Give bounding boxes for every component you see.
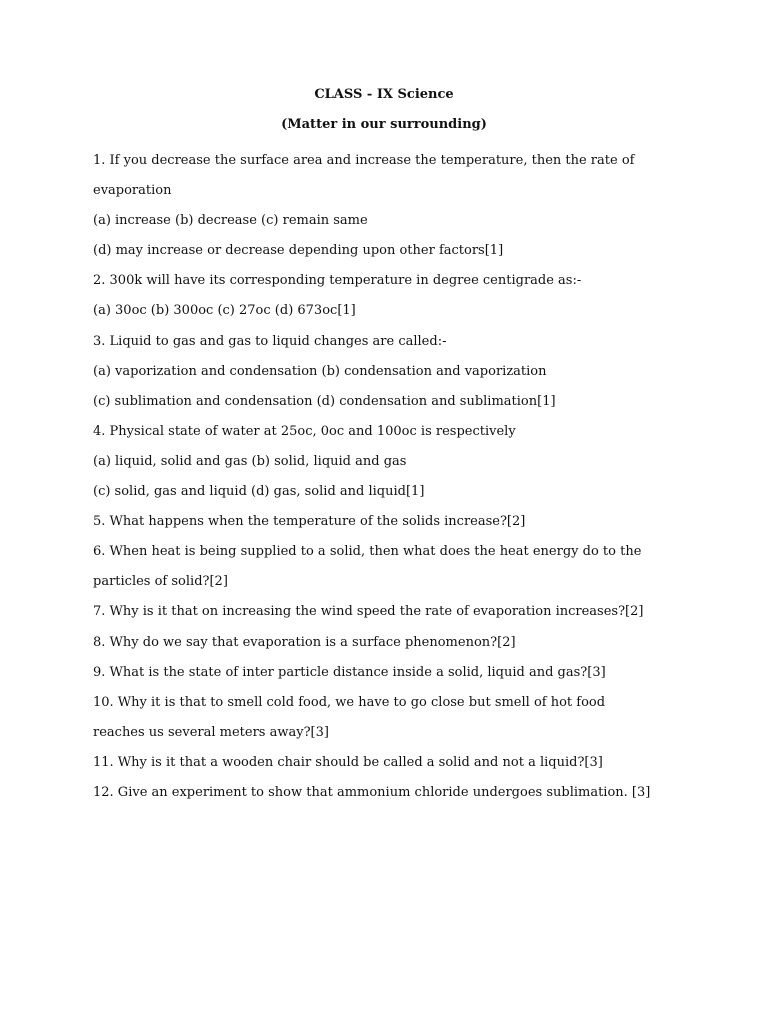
question-list (93, 146, 733, 808)
option-line: (a) increase (b) decrease (c) remain same (93, 213, 368, 229)
question-line: 5. What happens when the temperature of the solids increase?[2] (93, 514, 526, 530)
question-line: reaches us several meters away?[3] (93, 724, 329, 740)
question-line: 1. If you decrease the surface area and increase the temperature, then the rate of (93, 153, 635, 168)
question-line: 3. Liquid to gas and gas to liquid changes are called:- (93, 333, 447, 349)
question-line: 10. Why it is that to smell cold food, we have to go close but smell of hot food (93, 694, 606, 710)
question-line: 8. Why do we say that evaporation is a surface phenomenon?[2] (93, 634, 516, 650)
option-line: (c) sublimation and condensation (d) condensation and sublimation[1] (93, 393, 556, 409)
question-line: 9. What is the state of inter particle distance inside a solid, liquid and gas?[3] (93, 664, 606, 680)
question-line: 4. Physical state of water at 25oc, 0oc and 100oc is respectively (93, 423, 516, 439)
question-line: 2. 300k will have its corresponding temperature in degree centigrade as:- (93, 273, 582, 289)
document-title: CLASS - IX Science (314, 87, 454, 102)
option-line: (d) may increase or decrease depending upon other factors[1] (93, 243, 504, 259)
question-line: 6. When heat is being supplied to a solid, then what does the heat energy do to the (93, 544, 642, 560)
question-line: 11. Why is it that a wooden chair should be called a solid and not a liquid?[3] (93, 754, 603, 770)
option-line: (c) solid, gas and liquid (d) gas, solid and liquid[1] (93, 484, 425, 500)
document-subtitle: (Matter in our surrounding) (281, 117, 487, 132)
option-line: (a) vaporization and condensation (b) condensation and vaporization (93, 363, 547, 379)
option-line: (a) liquid, solid and gas (b) solid, liquid and gas (93, 453, 407, 469)
question-line: 7. Why is it that on increasing the wind speed the rate of evaporation increases?[2] (93, 604, 644, 620)
question-line: 12. Give an experiment to show that ammonium chloride undergoes sublimation. [3] (93, 784, 651, 800)
question-line: particles of solid?[2] (93, 574, 228, 590)
option-line: (a) 30oc (b) 300oc (c) 27oc (d) 673oc[1] (93, 303, 356, 319)
question-line: evaporation (93, 183, 172, 199)
